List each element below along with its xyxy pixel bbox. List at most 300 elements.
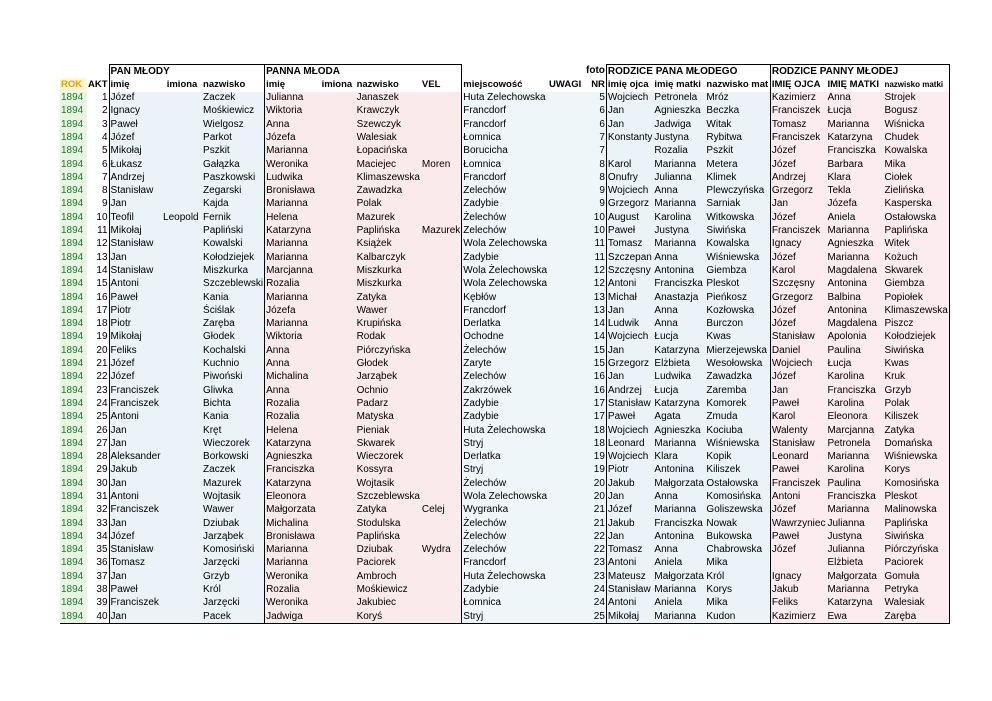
cell-pn-imie: Helena [265,424,321,437]
cell-nr: 15 [585,358,606,371]
table-row [60,358,949,371]
cell-imie-ojca: Grzegorz [606,358,653,371]
cell-nazwisko-matki-panny: Zielińska [883,185,949,198]
cell-pm-imie: Andrzej [109,171,162,184]
cell-imie-matki: Małgorzata [654,570,704,582]
cell-imie-ojca: Jakub [606,517,653,530]
cell-akt: 24 [96,397,108,409]
cell-imie-matki: Łucja [653,384,705,397]
cell-imie-matki-panny: Barbara [826,158,883,171]
cell-pn-nazwisko: Zatyka [356,291,421,304]
cell-nazwisko-matki-panny: Popiołek [883,291,949,304]
cell-akt: 34 [96,530,108,542]
cell-nazwisko-matki: Król [705,570,770,583]
table-row [60,530,949,543]
cell-pm-imie: Piotr [109,318,162,331]
cell-akt: 15 [96,278,108,290]
cell-pn-nazwisko: Polak [356,198,421,211]
table-row [60,304,949,317]
table-row [60,424,949,437]
cell-pm-imiona [162,517,202,530]
cell-nazwisko-matki: Mika [705,557,770,570]
cell-imie-ojca: Wojciech [606,185,653,198]
cell-uwagi [548,464,585,477]
cell-pm-imie: Franciszek [109,384,162,397]
cell-nr: 24 [585,597,606,610]
cell-nr: 21 [585,504,606,517]
cell-imie-matki: Klara [653,451,705,464]
cell-pm-imie: Mikołaj [109,225,162,238]
cell-rok: 1894 [60,278,87,291]
cell-pm-nazwisko: Głodek [202,331,265,344]
cell-imie-matki-panny: Julianna [826,544,883,557]
cell-pm-imiona [162,238,202,251]
cell-imie-ojca: Michał [606,291,653,304]
cell-imie-matki-panny: Klara [826,171,883,184]
cell-miejscowosc: Zakrzówek [462,384,548,397]
cell-imie-ojca-panny: Józef [770,544,826,557]
cell-pn-imiona [321,517,356,530]
cell-nazwisko-matki-panny: Kiliszek [883,411,949,424]
cell-imie-matki-panny: Petronela [826,437,883,450]
cell-akt: 8 [101,185,108,197]
cell-pm-nazwisko: Borkowski [202,451,265,464]
table-row [60,411,949,424]
cell-imie-matki-panny: Elżbieta [826,557,883,570]
cell-akt: 38 [96,584,108,596]
cell-pn-imiona [321,411,356,424]
cell-imie-matki: Marianna [653,158,705,171]
cell-nazwisko-matki-panny: Paplińska [883,225,949,238]
cell-imie-matki: Anna [653,318,705,331]
cell-nazwisko-matki-panny: Kowalska [883,145,949,158]
cell-imie-ojca-panny: Józef [770,211,826,224]
cell-nazwisko-matki-panny: Gomuła [883,570,949,583]
marriage-register-table [60,64,950,624]
cell-imie-ojca: Wojciech [606,331,653,344]
cell-pn-imie: Marianna [265,145,321,158]
cell-nr: 25 [585,610,606,624]
cell-akt: 27 [96,437,108,449]
table-row [60,544,949,557]
cell-pn-imie: Marianna [265,251,321,264]
cell-imie-ojca: Konstanty [607,131,653,143]
cell-pn-imiona [321,597,356,610]
cell-pm-imiona [162,411,202,424]
cell-pn-imie: Bronisława [265,530,321,543]
cell-nazwisko-matki-panny: Siwińska [883,344,949,357]
cell-nazwisko-matki: Sarniak [705,198,770,211]
cell-pm-nazwisko: Ściślak [202,304,265,317]
cell-nazwisko-matki-panny: Kwas [883,358,949,371]
cell-rok: 1894 [60,185,87,198]
cell-imie-ojca-panny: Franciszek [770,225,826,238]
table-row [60,584,949,597]
cell-imie-matki-panny: Ewa [826,610,883,624]
cell-uwagi [548,105,585,118]
cell-pn-nazwisko: Mośkiewicz [356,584,421,597]
cell-nazwisko-matki: Goliszewska [705,504,770,517]
cell-pm-nazwisko: Pacek [202,610,265,624]
cell-nazwisko-matki-panny: Malinowska [883,504,949,517]
cell-akt: 21 [96,358,108,370]
col-nazwisko-matki: nazwisko mat [705,78,770,91]
cell-akt: 33 [96,517,108,529]
cell-pn-imie: Jadwiga [265,610,321,624]
table-row [60,92,949,105]
col-pm-imiona: imiona [166,78,198,90]
cell-miejscowosc: Francdorf [462,118,548,131]
cell-imie-matki: Anna [653,251,705,264]
cell-pm-nazwisko: Kania [202,291,265,304]
cell-imie-ojca-panny: Antoni [770,491,826,504]
cell-rok: 1894 [60,145,87,158]
cell-pn-imiona [321,238,356,251]
table-row [60,118,949,131]
table-row [60,105,949,118]
cell-imie-ojca-panny: Paweł [770,464,826,477]
cell-pn-nazwisko: Dziubak [356,544,421,557]
cell-miejscowosc: Francdorf [462,557,548,570]
cell-imie-matki: Aniela [653,557,705,570]
cell-pm-imie: Tomasz [109,557,162,570]
cell-nazwisko-matki: Plewczyńska [705,185,770,198]
cell-rok: 1894 [60,491,87,504]
cell-pn-imiona [321,291,356,304]
cell-nr: 9 [585,185,606,198]
cell-miejscowosc: Zadybie [462,397,548,410]
cell-rok: 1894 [60,504,87,517]
cell-pm-imiona [162,92,202,105]
cell-imie-matki: Agnieszka [653,105,705,118]
table-row [60,397,949,410]
cell-uwagi [548,344,585,357]
cell-pn-imiona [321,557,356,570]
cell-nazwisko-matki-panny: Klimaszewska [884,304,948,316]
cell-nazwisko-matki-panny: Skwarek [883,264,949,277]
cell-uwagi [548,477,585,490]
cell-imie-matki: Anna [653,304,705,317]
cell-akt: 14 [96,264,108,276]
table-row [60,145,949,158]
table-row [60,384,949,397]
cell-imie-ojca-panny: Grzegorz [770,185,826,198]
cell-akt: 6 [101,158,108,170]
table-row [60,171,949,184]
cell-pm-imie: Józef [109,530,162,543]
cell-pn-imiona [321,92,356,105]
cell-akt: 1 [101,92,108,104]
cell-pn-imiona [321,278,356,291]
cell-imie-matki-panny: Karolina [826,464,883,477]
cell-pn-imie: Anna [265,118,321,131]
cell-imie-matki-panny: Julianna [826,517,883,530]
cell-akt: 40 [87,610,109,624]
cell-imie-matki-panny: Antonina [826,278,883,291]
cell-rok: 1894 [60,411,87,424]
cell-nazwisko-matki: Kwas [705,331,770,344]
cell-nazwisko-matki: Mika [705,597,770,610]
cell-rok: 1894 [60,92,87,105]
table-row [60,477,949,490]
cell-pn-nazwisko: Paplińska [356,225,421,238]
cell-pm-nazwisko: Bichta [202,397,265,410]
cell-pm-imiona [162,264,202,277]
cell-imie-matki-panny: Paulina [826,477,883,490]
cell-pn-nazwisko: Janaszek [356,92,421,105]
cell-rok: 1894 [60,318,87,331]
cell-nazwisko-matki-panny: Chudek [883,131,949,144]
cell-uwagi [548,291,585,304]
cell-nazwisko-matki: Pieńkosz [705,291,770,304]
cell-rok: 1894 [60,477,87,490]
cell-rok: 1894 [60,238,87,251]
cell-pm-imie: Mikołaj [109,145,162,158]
cell-pm-imiona [162,145,202,158]
cell-pn-imiona [321,424,356,437]
cell-imie-ojca: Antoni [606,278,653,291]
cell-rok: 1894 [60,384,87,397]
cell-uwagi [548,597,585,610]
cell-pm-imiona [162,384,202,397]
cell-uwagi [548,371,585,384]
cell-pn-nazwisko: Piórczyńska [356,344,421,357]
cell-pn-vel [421,517,462,530]
cell-uwagi [548,451,585,464]
cell-rok: 1894 [60,437,87,450]
cell-akt: 23 [96,384,108,396]
cell-pn-imie: Marianna [265,291,321,304]
cell-imie-matki: Aniela [653,597,705,610]
cell-imie-ojca-panny: Wojciech [770,358,826,371]
cell-pn-vel [421,424,462,437]
cell-nr: 18 [585,437,606,450]
cell-uwagi [548,584,585,597]
cell-pm-nazwisko: Wojtasik [202,491,265,504]
col-nazwisko-matki-panny: nazwisko matki [883,78,949,91]
cell-imie-ojca-panny: Walenty [770,424,826,437]
cell-pn-vel [421,344,462,357]
cell-pn-imiona [321,211,356,224]
cell-imie-matki: Małgorzata [654,477,704,489]
cell-imie-matki: Anna [653,185,705,198]
cell-pn-vel [421,451,462,464]
cell-akt: 39 [96,597,108,609]
cell-miejscowosc: Łomnica [462,158,548,171]
cell-pm-imie: Jan [109,424,162,437]
cell-miejscowosc: Żelechów [462,544,548,557]
table-row [60,331,949,344]
cell-nazwisko-matki-panny: Kożuch [883,251,949,264]
cell-imie-ojca-panny: Jan [770,384,826,397]
cell-pn-vel [421,238,462,251]
cell-imie-ojca-panny: Paweł [770,530,826,543]
cell-nazwisko-matki-panny: Kruk [883,371,949,384]
cell-uwagi [548,264,585,277]
cell-imie-matki: Elżbieta [653,358,705,371]
cell-imie-matki-panny: Marianna [826,118,883,131]
cell-imie-ojca: Mikołaj [606,610,653,624]
cell-imie-matki: Marianna [653,504,705,517]
cell-uwagi [548,557,585,570]
cell-imie-matki-panny: Marianna [826,584,883,597]
cell-pn-imiona [321,251,356,264]
cell-pm-nazwisko: Komosiński [202,544,265,557]
cell-nazwisko-matki-panny: Korys [883,464,949,477]
cell-akt: 22 [96,371,108,383]
cell-nr: 15 [585,344,606,357]
cell-nazwisko-matki-panny: Wiśnicka [883,118,949,131]
cell-imie-ojca-panny: Daniel [770,344,826,357]
cell-pn-vel [421,318,462,331]
cell-pn-vel [421,291,462,304]
cell-pm-imiona [162,584,202,597]
cell-nazwisko-matki-panny: Paciorek [883,557,949,570]
cell-pm-nazwisko: Kręt [202,424,265,437]
cell-imie-ojca-panny: Józef [770,158,826,171]
col-imie-ojca: imię ojca [607,78,649,90]
cell-nr: 17 [585,397,606,410]
cell-imie-ojca: Jan [606,491,653,504]
cell-miejscowosc: Wola Żelechowska [463,238,548,250]
cell-miejscowosc: Borucicha [462,145,548,158]
col-pn-nazwisko: nazwisko [356,78,399,90]
cell-pn-nazwisko: Paciorek [356,557,421,570]
cell-pn-imiona [321,610,356,624]
cell-akt: 32 [96,504,108,516]
cell-imie-matki-panny: Łucja [826,105,883,118]
cell-nr: 19 [585,451,606,464]
cell-pm-imiona [162,477,202,490]
cell-imie-ojca-panny: Franciszek [770,131,826,144]
cell-pn-imie: Marianna [265,238,321,251]
cell-pm-imie: Stanisław [109,544,162,557]
cell-imie-matki-panny: Aniela [826,211,883,224]
cell-rok: 1894 [60,371,87,384]
cell-imie-matki: Katarzyna [653,344,705,357]
col-pm-nazwisko: nazwisko [202,78,265,91]
cell-akt: 12 [96,238,108,250]
cell-imie-matki: Jadwiga [653,118,705,131]
cell-imie-matki-panny: Justyna [826,530,883,543]
cell-imie-matki-panny: Karolina [826,371,883,384]
cell-pn-nazwisko: Mazurek [356,211,421,224]
cell-nazwisko-matki: Mróz [705,92,770,105]
cell-pn-nazwisko: Wojtasik [356,477,421,490]
cell-nr: 6 [585,105,606,118]
cell-nr: 11 [585,238,606,251]
cell-nazwisko-matki-panny: Strojek [883,92,949,105]
cell-nazwisko-matki: Wiśniewska [705,251,770,264]
cell-pn-nazwisko: Głodek [356,358,421,371]
cell-pn-imiona [321,185,356,198]
cell-pn-vel [421,251,462,264]
cell-akt: 4 [101,131,108,143]
cell-nazwisko-matki-panny: Grzyb [883,384,949,397]
group-panna-mloda: PANNA MŁODA [265,65,462,79]
cell-pn-vel [421,118,462,131]
cell-nazwisko-matki-panny: Kołodziejek [883,331,949,344]
cell-uwagi [548,570,585,583]
cell-rok: 1894 [60,251,87,264]
cell-pm-imiona [162,171,202,184]
cell-pm-imie: Franciszek [109,397,162,410]
cell-rok: 1894 [60,225,87,238]
cell-imie-ojca-panny: Szczęsny [770,278,826,291]
cell-nr: 20 [585,477,606,490]
cell-nazwisko-matki-panny: Paplińska [883,517,949,530]
cell-nr: 14 [585,331,606,344]
cell-miejscowosc: Wola Żelechowska [463,278,548,290]
cell-imie-ojca: Antoni [606,557,653,570]
cell-pm-nazwisko: Zaręba [202,318,265,331]
cell-nr: 13 [585,291,606,304]
cell-pm-imiona [162,597,202,610]
cell-pn-imie: Marcjanna [265,264,321,277]
cell-pm-imie: Stanisław [109,264,162,277]
cell-pn-imie: Marianna [265,557,321,570]
cell-rok: 1894 [60,158,87,171]
cell-pn-imiona [321,397,356,410]
cell-pm-nazwisko: Parkot [202,131,265,144]
cell-nr: 21 [585,517,606,530]
cell-pm-imiona [162,424,202,437]
cell-pn-nazwisko: Walesiak [356,131,421,144]
cell-pm-imiona [162,158,202,171]
cell-imie-ojca-panny: Franciszek [770,477,826,490]
cell-pn-imie: Rozalia [265,397,321,410]
cell-imie-matki-panny: Józefa [826,198,883,211]
cell-pn-nazwisko: Koryś [356,610,421,624]
cell-imie-ojca-panny: Jan [770,198,826,211]
cell-imie-ojca-panny: Józef [770,145,826,158]
cell-pn-vel [421,597,462,610]
table-row [60,504,949,517]
cell-nr: 16 [585,384,606,397]
cell-miejscowosc: Żelechów [462,530,548,543]
cell-nr: 12 [585,278,606,291]
cell-pm-imie: Jan [109,477,162,490]
cell-uwagi [548,517,585,530]
table-row [60,251,949,264]
cell-miejscowosc: Zadybie [462,584,548,597]
cell-nazwisko-matki: Pszkit [705,145,770,158]
cell-pn-imiona [321,384,356,397]
table-row [60,437,949,450]
cell-pm-nazwisko: Wieczorek [202,437,265,450]
cell-uwagi [548,225,585,238]
cell-pm-nazwisko: Miszkurka [202,264,265,277]
cell-pn-vel [421,464,462,477]
cell-miejscowosc: Huta Żelechowska [462,92,548,105]
col-pn-vel: VEL [421,78,462,91]
cell-imie-ojca: Wojciech [606,92,653,105]
cell-akt: 31 [96,491,108,502]
cell-pm-imiona [162,557,202,570]
cell-uwagi [548,131,585,144]
cell-miejscowosc: Kębłów [462,291,548,304]
cell-pn-vel [421,278,462,291]
cell-pn-vel [421,437,462,450]
cell-pm-imiona [162,570,202,583]
cell-pn-imie: Anna [265,384,321,397]
cell-nazwisko-matki-panny: Kasperska [883,198,949,211]
col-akt: AKT [88,78,108,90]
cell-pm-nazwisko: Grzyb [202,570,265,583]
cell-pm-imie: Franciszek [109,597,162,610]
cell-pn-imie: Eleonora [265,491,321,504]
cell-nazwisko-matki: Witkowska [705,211,770,224]
